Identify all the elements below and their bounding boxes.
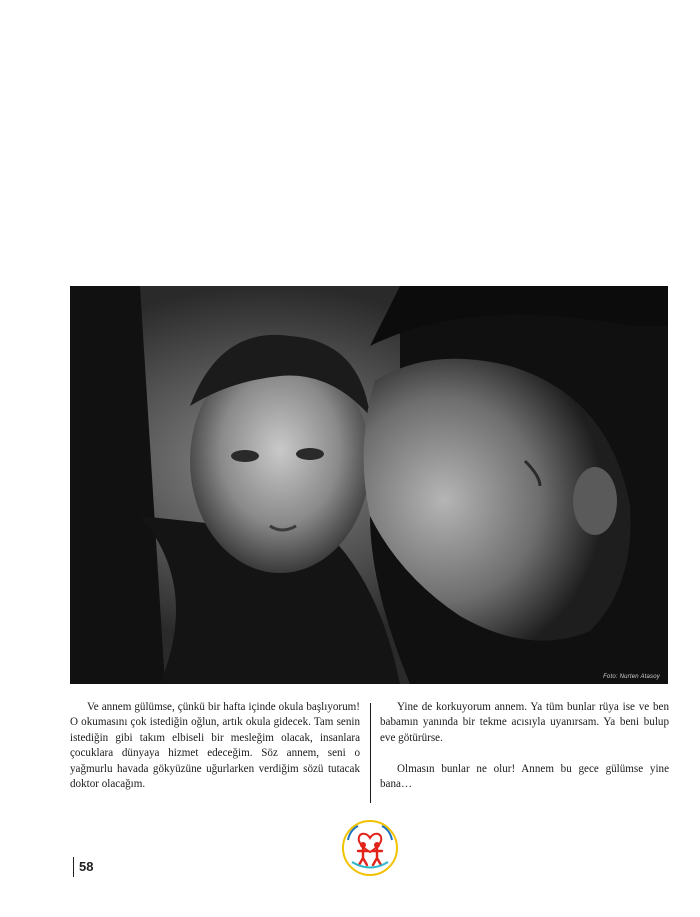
left-column xyxy=(70,700,360,792)
paragraph: Olmasın bunlar ne olur! Annem bu gece gülümse yine bana… xyxy=(380,762,669,791)
paragraph: Yine de korkuyorum annem. Ya tüm bunlar rüya ise ve ben babamın yanında bir tekme acısıyla uyanırsam. Ya beni bulup eve götürürse. xyxy=(380,701,669,744)
paragraph: Ve annem gülümse, çünkü bir hafta içinde okula başlıyorum! O okumasını çok istediğin oğlun, artık okula gidecek. Tam senin istediğin gibi takım elbiseli bir mesleğim olacak, insanlara çocuklara dünyaya hizmet edeceğim. Söz annem, seni o yağmurlu havada gökyüzüne uğurlarken verdiğim sözü tutacak doktor olacağım. xyxy=(70,701,360,791)
organization-logo-icon xyxy=(340,818,400,878)
photo-credit: Foto: Nurten Atasoy xyxy=(603,674,660,680)
column-divider xyxy=(370,703,371,803)
photograph xyxy=(70,286,668,684)
right-column xyxy=(380,700,669,792)
page-number: 58 xyxy=(73,857,93,877)
photo-image xyxy=(70,286,668,684)
